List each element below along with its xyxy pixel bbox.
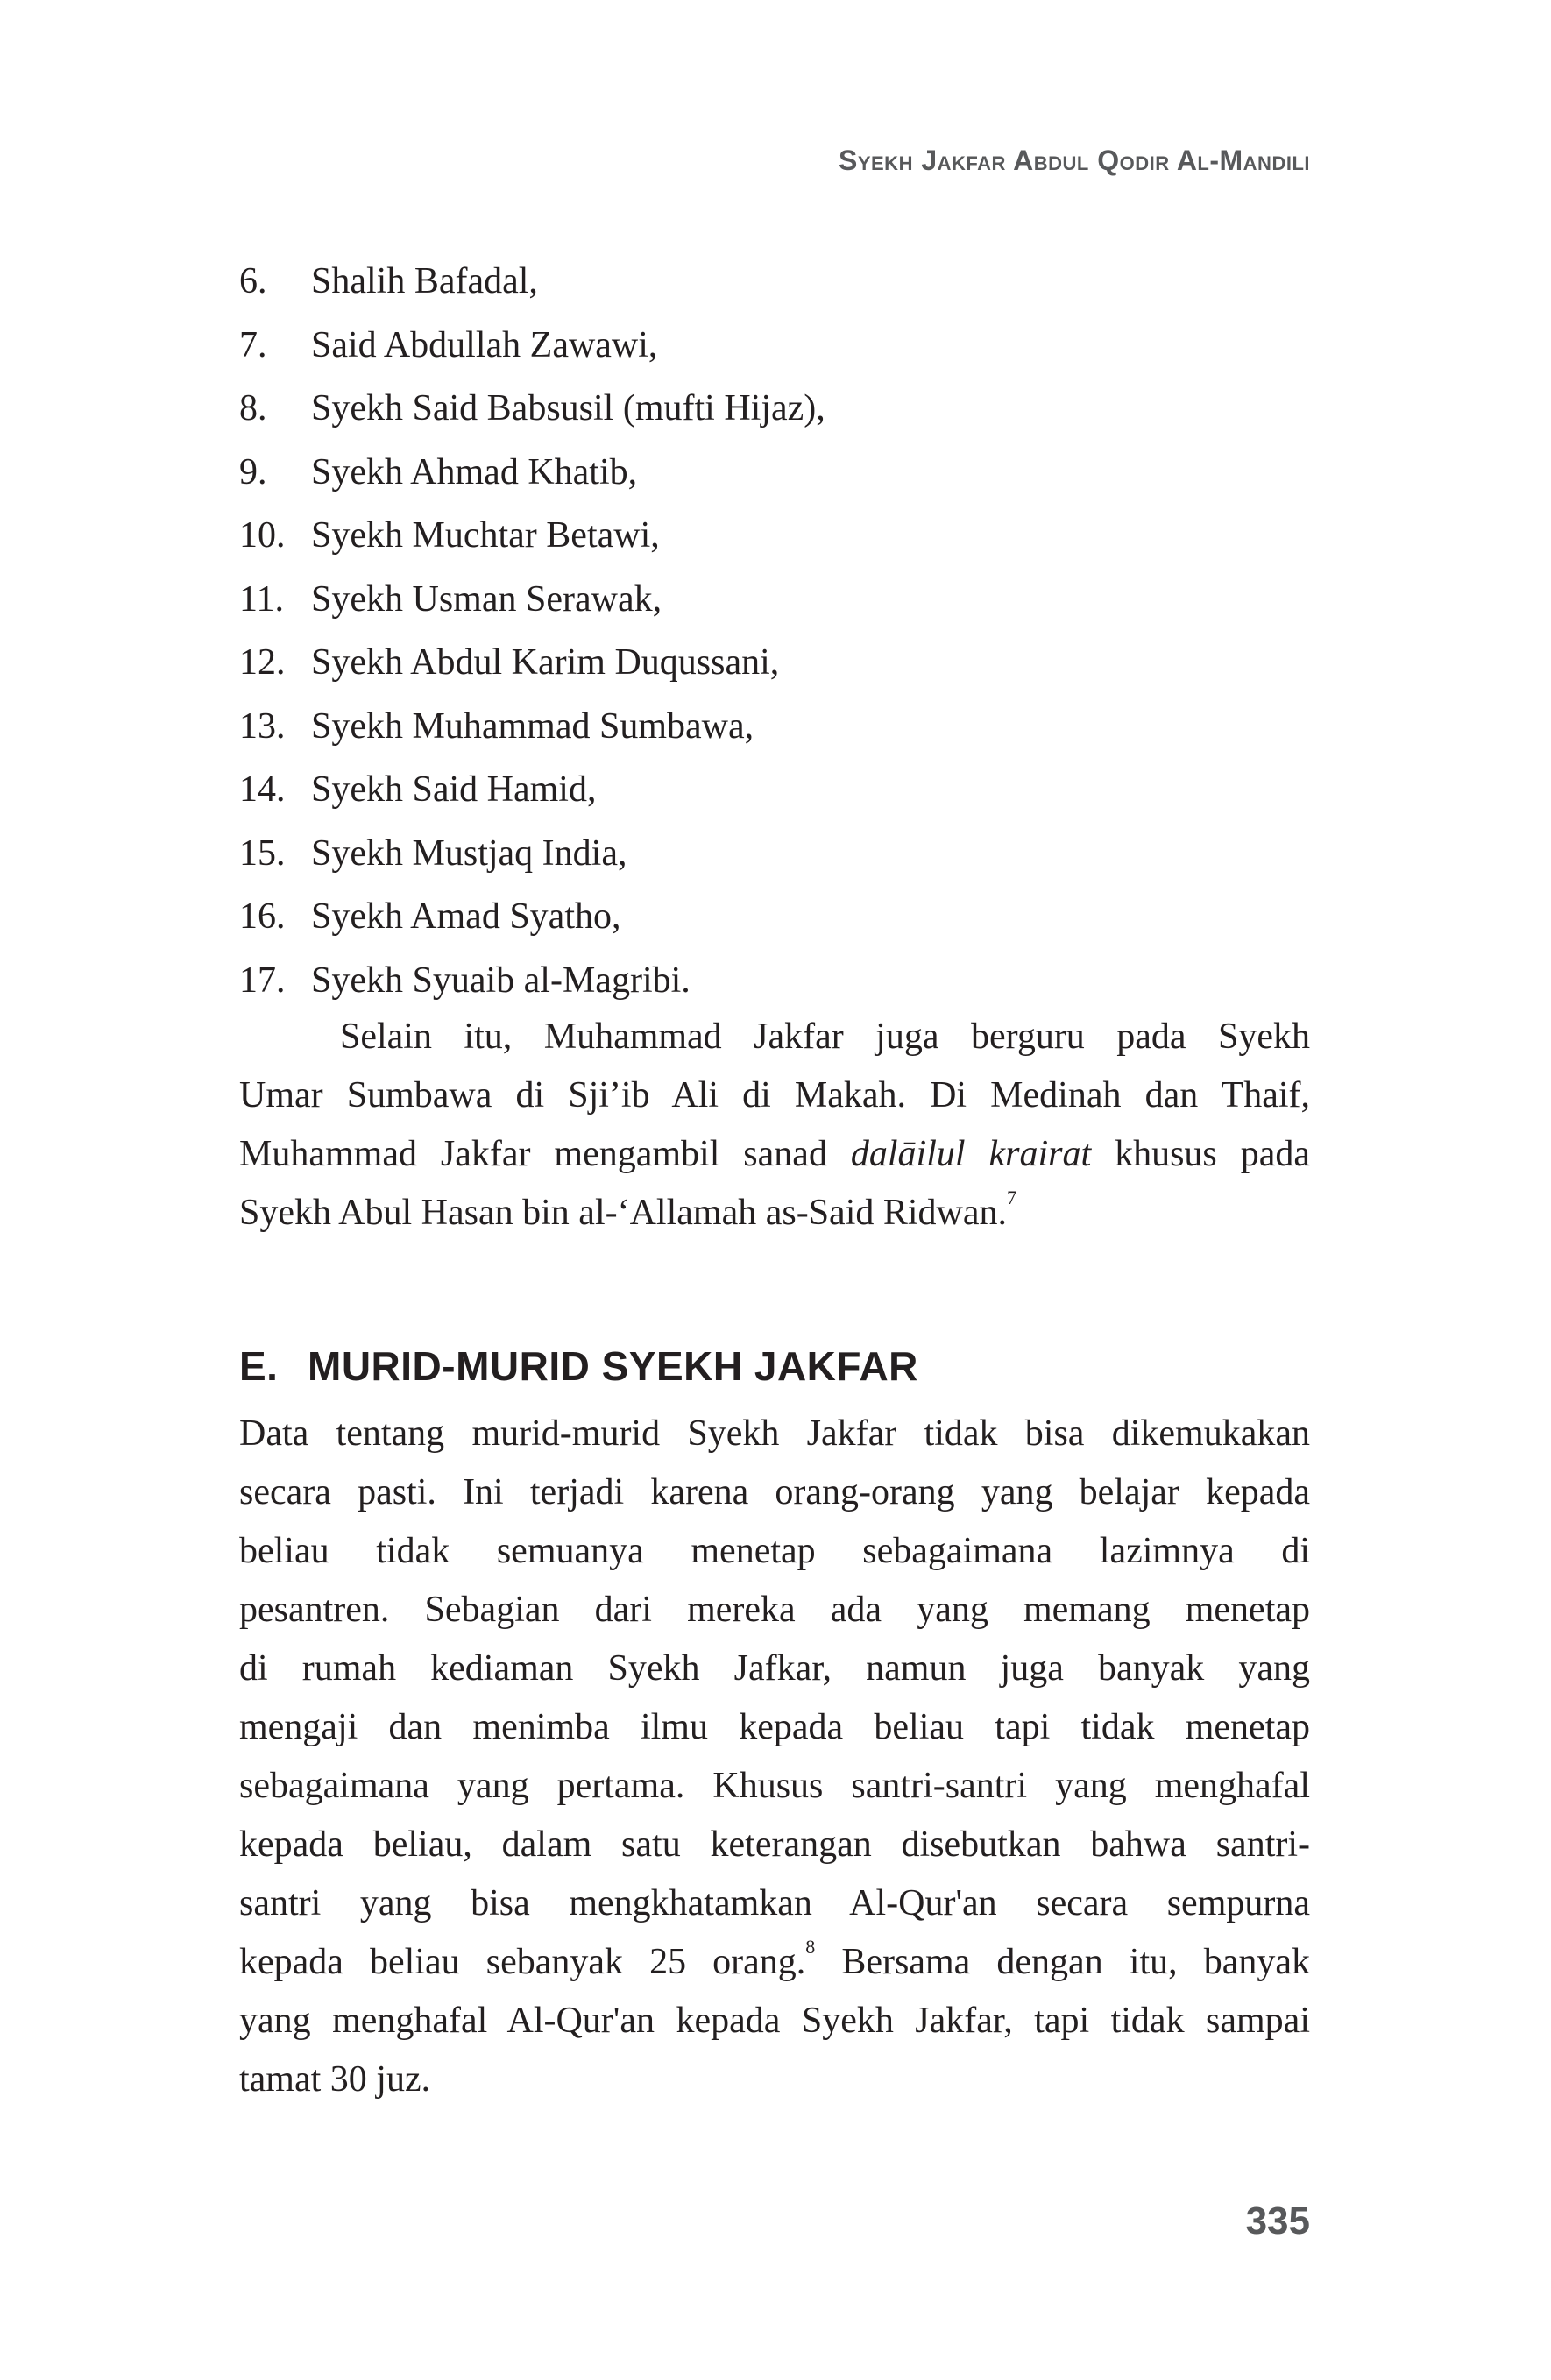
section-heading <box>239 1342 918 1390</box>
list-text: Syekh Abdul Karim Duqussani, <box>311 642 780 683</box>
list-number: 15. <box>239 832 286 874</box>
footnote-ref[interactable]: 7 <box>1007 1186 1017 1208</box>
text-line: tamat 30 juz. <box>239 2059 431 2100</box>
list-text: Syekh Said Babsusil (mufti Hijaz), <box>311 388 825 429</box>
list-item <box>239 695 1310 759</box>
list-text: Syekh Ahmad Khatib, <box>311 451 638 492</box>
list-text: Syekh Muchtar Betawi, <box>311 515 660 556</box>
list-item <box>239 949 1310 1013</box>
list-item <box>239 314 1310 378</box>
list-text: Shalih Bafadal, <box>311 261 538 301</box>
list-text: Syekh Mustjaq India, <box>311 832 627 874</box>
list-text: Syekh Said Hamid, <box>311 769 597 810</box>
text-segment: kepada beliau sebanyak 25 orang. <box>239 1942 806 1982</box>
list-item <box>239 377 1310 441</box>
text-segment: Muhammad Jakfar mengambil sanad <box>239 1134 851 1174</box>
text-line <box>239 1125 1310 1184</box>
list-text: Syekh Amad Syatho, <box>311 896 621 937</box>
list-number: 6. <box>239 261 267 301</box>
text-segment: Bersama dengan itu, banyak <box>815 1942 1310 1982</box>
list-number: 11. <box>239 578 284 620</box>
text-line: secara pasti. Ini terjadi karena orang-orang yang belajar kepada <box>239 1472 1310 1512</box>
text-line: Umar Sumbawa di Sji’ib Ali di Makah. Di Medinah dan Thaif, <box>239 1075 1310 1116</box>
list-number: 12. <box>239 642 286 683</box>
list-item <box>239 568 1310 632</box>
text-line: pesantren. Sebagian dari mereka ada yang memang menetap <box>239 1590 1310 1630</box>
list-text: Syekh Muhammad Sumbawa, <box>311 705 754 747</box>
list-item <box>239 885 1310 949</box>
section-title: MURID-MURID SYEKH JAKFAR <box>308 1343 918 1389</box>
text-line <box>239 1933 1310 1992</box>
list-number: 17. <box>239 960 286 1001</box>
list-number: 9. <box>239 451 267 492</box>
text-line: Selain itu, Muhammad Jakfar juga berguru pada Syekh <box>340 1016 1310 1057</box>
list-number: 16. <box>239 896 286 937</box>
section-letter: E. <box>239 1343 279 1389</box>
text-line: di rumah kediaman Syekh Jafkar, namun juga banyak yang <box>239 1648 1310 1689</box>
list-item <box>239 250 1310 314</box>
text-segment: khusus pada <box>1091 1134 1310 1174</box>
text-segment: Syekh Abul Hasan bin al-‘Allamah as-Said Ridwan. <box>239 1193 1008 1233</box>
list-number: 7. <box>239 324 267 365</box>
list-item <box>239 631 1310 695</box>
text-line: Data tentang murid-murid Syekh Jakfar tidak bisa dikemukakan <box>239 1413 1310 1454</box>
text-line: kepada beliau, dalam satu keterangan disebutkan bahwa santri- <box>239 1824 1310 1865</box>
paragraph-students <box>239 1405 1310 2109</box>
list-item <box>239 822 1310 886</box>
list-number: 10. <box>239 515 286 556</box>
page-number: 335 <box>1245 2199 1310 2242</box>
text-line: mengaji dan menimba ilmu kepada beliau tapi tidak menetap <box>239 1707 1310 1747</box>
list-text: Syekh Usman Serawak, <box>311 578 662 620</box>
text-line: yang menghafal Al-Qur'an kepada Syekh Jakfar, tapi tidak sampai <box>239 2001 1310 2041</box>
list-item <box>239 441 1310 505</box>
text-line: beliau tidak semuanya menetap sebagaimana lazimnya di <box>239 1531 1310 1571</box>
list-text: Syekh Syuaib al-Magribi. <box>311 960 691 1001</box>
list-text: Said Abdullah Zawawi, <box>311 324 658 365</box>
running-head: Syekh Jakfar Abdul Qodir Al-Mandili <box>838 145 1310 176</box>
footnote-ref[interactable]: 8 <box>805 1936 816 1958</box>
text-line: santri yang bisa mengkhatamkan Al-Qur'an secara sempurna <box>239 1883 1310 1923</box>
teacher-list <box>239 250 1310 1012</box>
italic-term: dalāilul krairat <box>850 1134 1092 1174</box>
list-item <box>239 758 1310 822</box>
text-line: sebagaimana yang pertama. Khusus santri-santri yang menghafal <box>239 1766 1310 1806</box>
text-line <box>239 1184 1310 1243</box>
list-number: 13. <box>239 705 286 747</box>
list-number: 8. <box>239 388 267 429</box>
list-item <box>239 504 1310 568</box>
paragraph-teachers-continued <box>239 1008 1310 1243</box>
list-number: 14. <box>239 769 286 810</box>
